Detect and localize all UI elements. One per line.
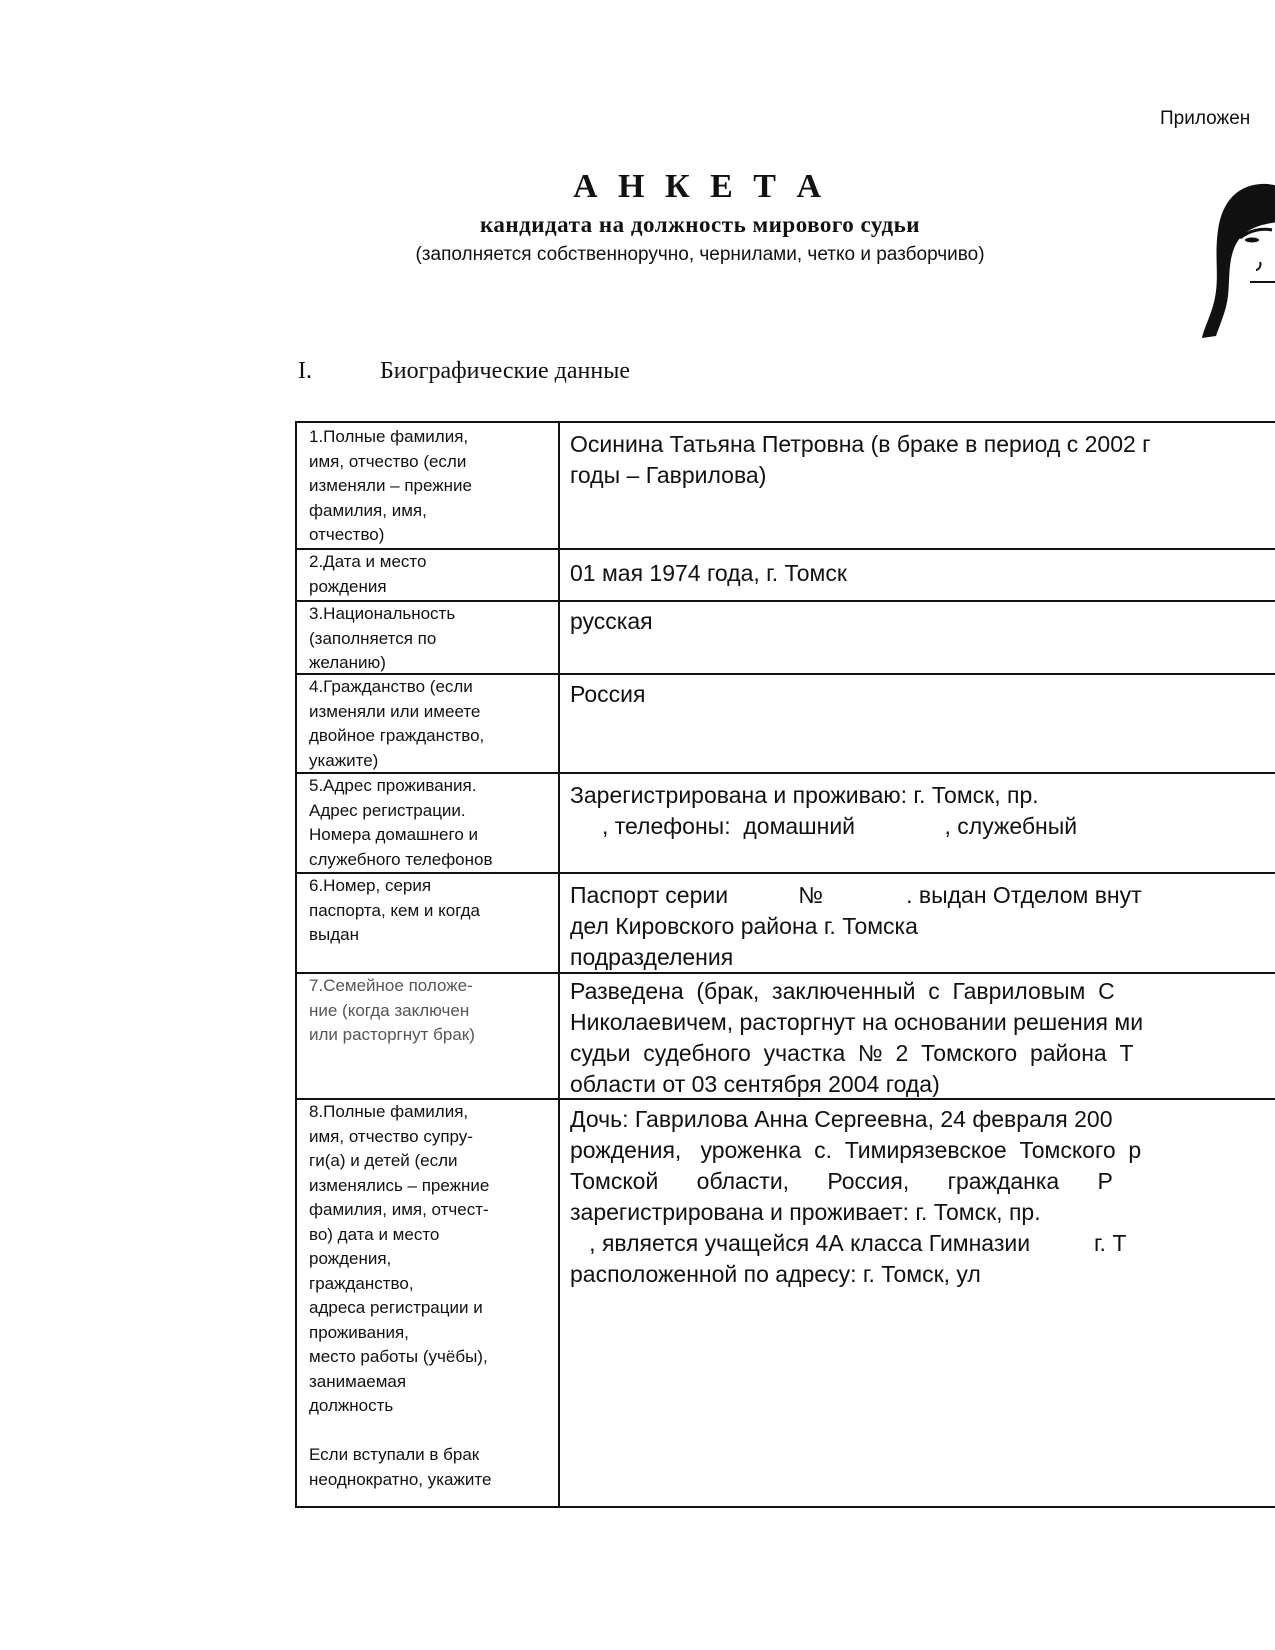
row-value: русская [570, 608, 653, 634]
form-row-nationality [297, 600, 1275, 675]
row-label: 3.Национальность (заполняется по желанию) [297, 600, 560, 673]
form-row-marital-status [297, 972, 1275, 1100]
row-label: 4.Гражданство (если изменяли или имеете двойное гражданство, укажите) [297, 673, 560, 772]
document-subtitle: кандидата на должность мирового судьи [479, 212, 921, 237]
row-label: 1.Полные фамилия, имя, отчество (если изменяли – прежние фамилия, имя, отчество) [297, 423, 560, 548]
row-value: Паспорт серии № . выдан Отделом внут дел Кировского района г. Томска подразделения [570, 882, 1142, 970]
row-label: 5.Адрес проживания. Адрес регистрации. Номера домашнего и служебного телефонов [297, 772, 560, 872]
row-value: 01 мая 1974 года, г. Томск [570, 560, 847, 586]
form-row-citizenship [297, 673, 1275, 774]
row-label: 7.Семейное положе- ние (когда заключен или расторгнут брак) [297, 972, 560, 1098]
form-row-birth [297, 548, 1275, 602]
document-note: (заполняется собственноручно, чернилами, четко и разборчиво) [415, 244, 985, 265]
row-label: 6.Номер, серия паспорта, кем и когда выдан [297, 872, 560, 972]
row-label: 8.Полные фамилия, имя, отчество супру- ги(а) и детей (если изменялись – прежние фамилия, имя, отчест- во) дата и место рождения, гражданство, адреса регистрации и проживания, место работы (учёбы), занимаемая должность Если вступали в брак неоднократно, укажите [297, 1098, 560, 1508]
section-title: Биографические данные [380, 358, 630, 384]
biography-form [295, 421, 1275, 1508]
row-value: Осинина Татьяна Петровна (в браке в период с 2002 г годы – Гаврилова) [570, 431, 1151, 488]
row-value: Россия [570, 681, 646, 707]
form-row-passport [297, 872, 1275, 974]
row-value: Дочь: Гаврилова Анна Сергеевна, 24 февраля 200 рождения, уроженка с. Тимирязевское Томского р Томской области, Россия, гражданка Р зарегистрирована и проживает: г. Томск, пр. , является учащейся 4А класса Гимназии г. Т расположенной по адресу: г. Томск, ул [570, 1106, 1142, 1287]
row-value: Зарегистрирована и проживаю: г. Томск, пр. , телефоны: домашний , служебный [570, 782, 1078, 839]
applicant-photo [1200, 178, 1275, 358]
row-label: 2.Дата и место рождения [297, 548, 560, 600]
document-title: А Н К Е Т А [572, 168, 828, 205]
appendix-label: Приложен [1160, 108, 1251, 129]
form-row-full-name [297, 423, 1275, 550]
form-row-family [297, 1098, 1275, 1508]
section-number: I. [298, 358, 312, 384]
row-value: Разведена (брак, заключенный с Гавриловым С Николаевичем, расторгнут на основании решения ми судьи судебного участка № 2 Томского района Т области от 03 сентября 2004 года) [570, 978, 1144, 1097]
form-row-address [297, 772, 1275, 874]
section-heading [298, 358, 630, 385]
